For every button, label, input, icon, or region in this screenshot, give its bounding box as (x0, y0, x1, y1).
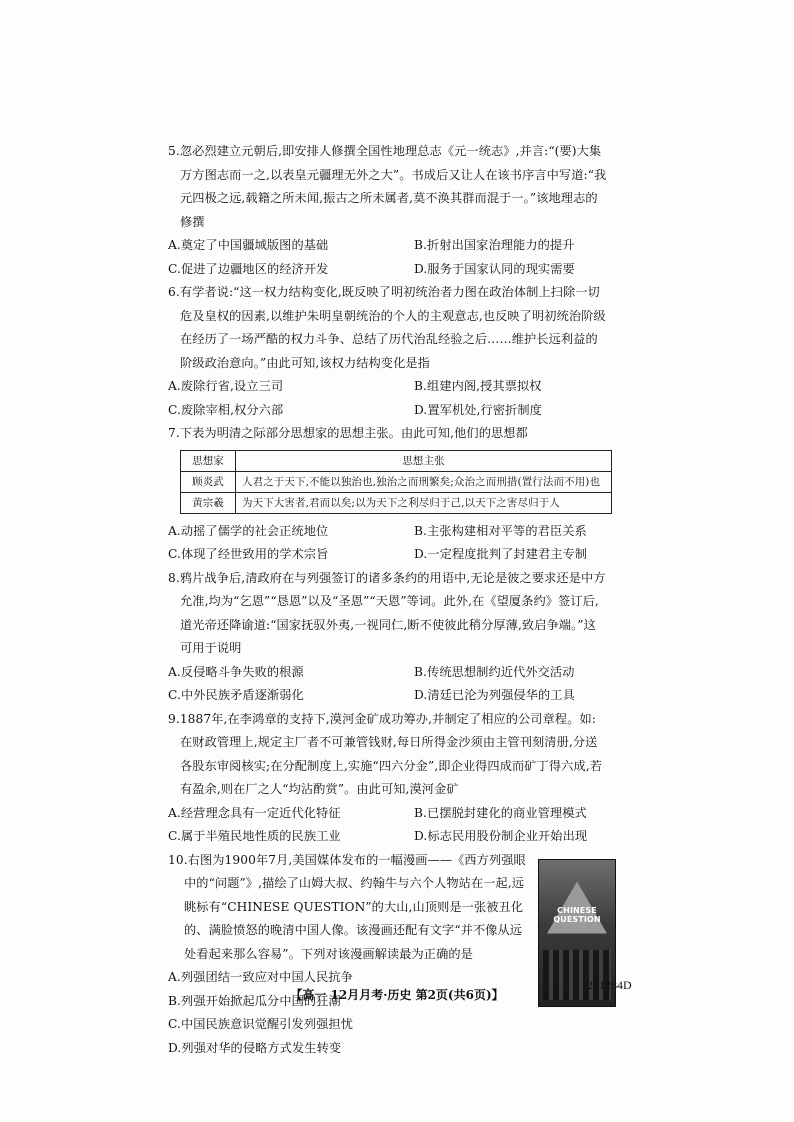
option-list (168, 661, 608, 708)
option-d: D.标志民用股份制企业开始出现 (414, 829, 588, 843)
question-5 (168, 140, 608, 281)
option-a: A.反侵略斗争失败的根源 (168, 664, 304, 679)
thinkers-table (180, 450, 612, 514)
question-stem: 6.有学者说:“这一权力结构变化,既反映了明初统治者力图在政治体制上扫除一切危及皇权的因素,以维护朱明皇朝统治的个人的主观意志,也反映了明初统治阶级在经历了一场严酷的权力斗争、总结了历代治乱经验之后……维护长远利益的阶级政治意向。”由此可知,该权力结构变化是指 (168, 285, 606, 370)
thinker-name: 黄宗羲 (181, 492, 236, 513)
table-header-cell: 思想家 (181, 450, 236, 471)
thinker-idea: 人君之于天下,不能以独治也,独治之而刑繁矣;众治之而刑措(置行法而不用)也 (236, 471, 612, 492)
question-9 (168, 708, 608, 849)
question-stem: 9.1887年,在李鸿章的支持下,漠河金矿成功筹办,并制定了相应的公司章程。如:在财政管理上,规定主厂者不可兼管钱财,每日所得金沙须由主管刊刻清册,分送各股东审阅核实;在分配制度上,实施“四六分金”,即企业得四成而矿丁得六成,若有盈余,则在厂之人“均沾酌赏”。由此可知,漠河金矿 (168, 711, 602, 796)
table-header-row (181, 450, 612, 471)
cartoon-caption: CHINESE QUESTION (553, 905, 601, 924)
option-c: C.中国民族意识觉醒引发列强担忧 (168, 1017, 353, 1031)
option-c: C.促进了边疆地区的经济开发 (168, 261, 329, 276)
option-d: D.列强对华的侵略方式发生转变 (168, 1040, 342, 1055)
question-6 (168, 281, 608, 422)
option-a: A.经营理念具有一定近代化特征 (168, 805, 341, 820)
option-d: D.清廷已沦为列强侵华的工具 (414, 688, 575, 702)
option-a: A.列强团结一致应对中国人民抗争 (168, 970, 353, 984)
option-c: C.废除宰相,权分六部 (168, 402, 284, 417)
option-c: C.体现了经世致用的学术宗旨 (168, 547, 329, 561)
option-list (168, 966, 530, 1060)
thinker-name: 顾炎武 (181, 471, 236, 492)
question-stem: 8.鸦片战争后,清政府在与列强签订的诸多条约的用语中,无论是彼之要求还是中方允准,均为“乞恩”“恳恩”以及“圣恩”“天恩”等词。此外,在《望厦条约》签订后,道光帝还降谕道:“国家抚驭外夷,一视同仁,断不使彼此稍分厚薄,致启争端。”这可用于说明 (168, 570, 606, 655)
option-b: B.折射出国家治理能力的提升 (414, 238, 575, 252)
option-list (168, 520, 608, 567)
question-stem: 7.下表为明清之际部分思想家的思想主张。由此可知,他们的思想都 (168, 426, 528, 440)
option-c: C.属于半殖民地性质的民族工业 (168, 829, 341, 843)
question-stem: 10.右图为1900年7月,美国媒体发布的一幅漫画——《西方列强眼中的“问题”》,描绘了山姆大叔、约翰牛与六个人物站在一起,远眺标有“CHINESE QUESTION”的大山,山顶则是一张被丑化的、满脸愤怒的晚清中国人像。该漫画还配有文字“并不像从远处看起来那么容易”。下列对该漫画解读最为正确的是 (168, 852, 526, 961)
question-area (168, 140, 608, 1060)
option-list (168, 375, 608, 422)
option-b: B.组建内阁,授其票拟权 (414, 379, 542, 393)
page-footer: 【高一 12月月考·历史 第2页(共6页)】 (290, 988, 504, 1002)
option-c: C.中外民族矛盾逐渐弱化 (168, 688, 304, 702)
option-d: D.一定程度批判了封建君主专制 (414, 547, 588, 561)
table-row (181, 492, 612, 513)
paper-code: 241284D (587, 978, 632, 992)
option-a: A.废除行省,设立三司 (168, 379, 284, 393)
option-b: B.主张构建相对平等的君臣关系 (414, 523, 587, 538)
question-10-text (168, 849, 530, 1061)
option-b: B.已摆脱封建化的商业管理模式 (414, 805, 587, 820)
option-list (168, 234, 608, 281)
table-header-cell: 思想主张 (236, 450, 612, 471)
option-b: B.传统思想制约近代外交活动 (414, 664, 575, 679)
question-10 (168, 849, 608, 1061)
option-a: A.奠定了中国疆域版图的基础 (168, 238, 329, 252)
question-7 (168, 422, 608, 567)
thinker-idea: 为天下大害者,君而以矣;以为天下之利尽归于己,以天下之害尽归于人 (236, 492, 612, 513)
option-b: B.列强开始掀起瓜分中国的狂潮 (168, 993, 341, 1008)
table-row (181, 471, 612, 492)
option-d: D.服务于国家认同的现实需要 (414, 261, 575, 276)
option-d: D.置军机处,行密折制度 (414, 402, 542, 417)
option-a: A.动摇了儒学的社会正统地位 (168, 523, 329, 538)
question-stem: 5.忽必烈建立元朝后,即安排人修撰全国性地理总志《元一统志》,并言:“(要)大集万方图志而一之,以表皇元疆理无外之大”。书成后又让人在该书序言中写道:“我元四极之远,载籍之所未闻,振古之所未属者,莫不涣其群而混于一。”该地理志的修撰 (168, 144, 607, 229)
question-8 (168, 567, 608, 708)
option-list (168, 802, 608, 849)
